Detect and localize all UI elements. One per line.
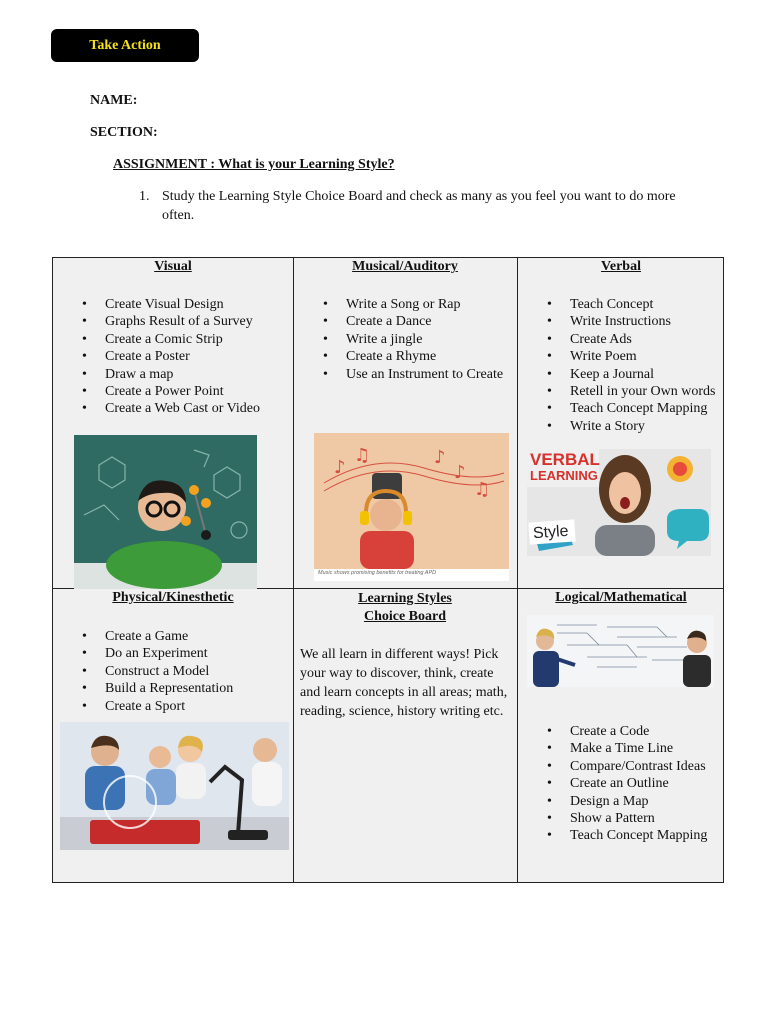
svg-text:♪: ♪ (454, 462, 466, 483)
list-item: • Create a Power Point (82, 383, 260, 400)
verbal-photo-style: Style (532, 522, 570, 543)
divider (517, 258, 518, 882)
list-item: • Compare/Contrast Ideas (547, 758, 707, 775)
list-item: • Write Instructions (547, 313, 715, 330)
list-item: • Retell in your Own words (547, 383, 715, 400)
list-item: • Write a Story (547, 418, 715, 435)
list-item: • Create a Rhyme (323, 348, 503, 365)
svg-text:♫: ♫ (354, 445, 371, 466)
physical-heading: Physical/Kinesthetic (112, 590, 234, 605)
list-item: • Create Ads (547, 331, 715, 348)
list-item: • Create a Game (82, 628, 233, 645)
instruction-number: 1. (139, 189, 150, 204)
logical-heading: Logical/Mathematical (555, 590, 687, 605)
list-item: • Write a jingle (323, 331, 503, 348)
list-item: • Create a Poster (82, 348, 260, 365)
list-item: • Build a Representation (82, 680, 233, 697)
musical-photo-caption: Music shows promising benefits for treating APD (318, 570, 437, 576)
logical-list (547, 723, 707, 845)
center-heading-1: Learning Styles (358, 591, 452, 606)
list-item: • Create a Web Cast or Video (82, 400, 260, 417)
choice-board (52, 257, 724, 883)
list-item: • Teach Concept Mapping (547, 827, 707, 844)
list-item: • Keep a Journal (547, 366, 715, 383)
visual-photo (74, 435, 257, 589)
list-item: • Create a Sport (82, 698, 233, 715)
list-item: • Draw a map (82, 366, 260, 383)
physical-list (82, 628, 233, 715)
svg-text:♫: ♫ (474, 479, 491, 500)
list-item: • Graphs Result of a Survey (82, 313, 260, 330)
list-item: • Do an Experiment (82, 645, 233, 662)
list-item: • Write Poem (547, 348, 715, 365)
svg-text:♪: ♪ (434, 447, 446, 468)
verbal-list (547, 296, 715, 435)
assignment-title: ASSIGNMENT : What is your Learning Style? (113, 157, 395, 172)
list-item: • Make a Time Line (547, 740, 707, 757)
name-label: NAME: (90, 93, 138, 108)
physical-photo (60, 722, 289, 850)
divider (293, 258, 294, 882)
list-item: • Design a Map (547, 793, 707, 810)
musical-photo (314, 433, 509, 581)
center-heading-2: Choice Board (363, 609, 447, 624)
center-text: We all learn in different ways! Pick your way to discover, think, create and learn concepts in all areas; math, reading, science, history writing etc. (300, 647, 508, 719)
section-label: SECTION: (90, 125, 158, 140)
list-item: • Show a Pattern (547, 810, 707, 827)
list-item: • Create a Comic Strip (82, 331, 260, 348)
list-item: • Create Visual Design (82, 296, 260, 313)
verbal-photo (527, 449, 711, 556)
musical-heading: Musical/Auditory (352, 259, 458, 274)
list-item: • Create a Dance (323, 313, 503, 330)
verbal-photo-title: VERBAL (530, 450, 600, 469)
list-item: • Construct a Model (82, 663, 233, 680)
svg-text:♪: ♪ (334, 457, 346, 478)
list-item: • Use an Instrument to Create (323, 366, 503, 383)
list-item: • Create an Outline (547, 775, 707, 792)
musical-list (323, 296, 503, 383)
list-item: • Create a Code (547, 723, 707, 740)
verbal-photo-subtitle: LEARNING (530, 468, 598, 483)
logical-photo (527, 615, 714, 687)
list-item: • Teach Concept Mapping (547, 400, 715, 417)
list-item: • Teach Concept (547, 296, 715, 313)
take-action-badge: Take Action (51, 29, 199, 62)
visual-list (82, 296, 260, 418)
instruction-text: Study the Learning Style Choice Board and check as many as you feel you want to do more often. (162, 189, 676, 223)
list-item: • Write a Song or Rap (323, 296, 503, 313)
verbal-heading: Verbal (601, 259, 641, 274)
visual-heading: Visual (154, 259, 192, 274)
